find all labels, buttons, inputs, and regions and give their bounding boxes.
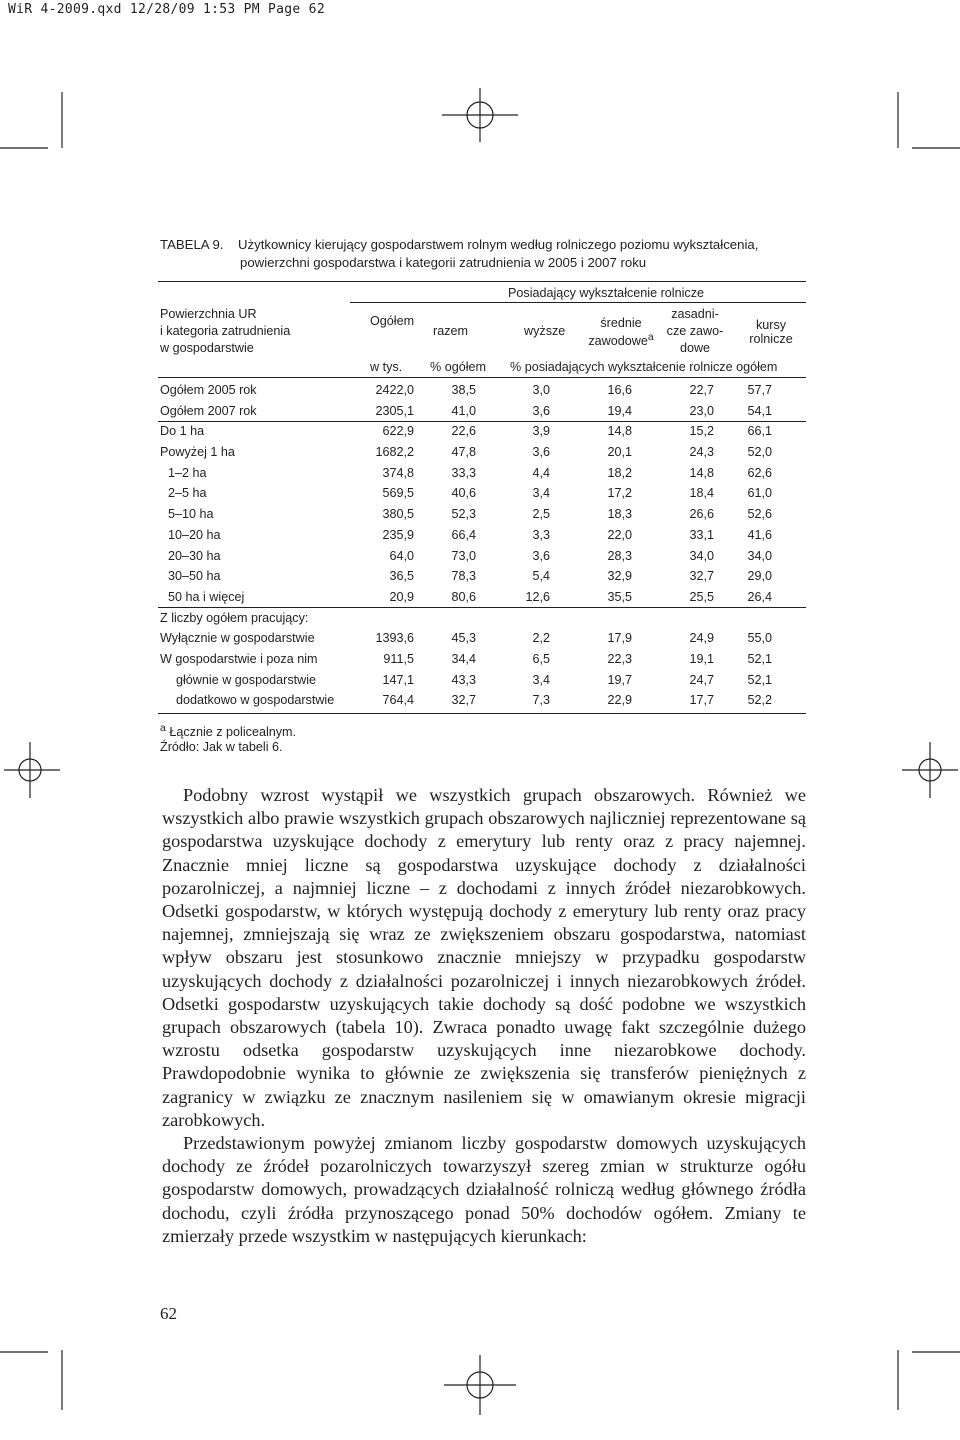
table-cell: 40,6 xyxy=(451,486,476,501)
table-cell: 1682,2 xyxy=(375,445,414,460)
print-slug: WiR 4-2009.qxd 12/28/09 1:53 PM Page 62 xyxy=(8,2,325,17)
table-cell: 5,4 xyxy=(532,569,550,584)
col-zasad-line2: cze zawo- xyxy=(666,324,724,338)
table-cell: 52,1 xyxy=(747,672,772,687)
col-kursy-line1: kursy xyxy=(755,318,787,332)
col-zasadnicze xyxy=(660,306,730,357)
col-kursy xyxy=(740,318,802,346)
table-cell: 18,2 xyxy=(607,465,632,480)
table-cell: 16,6 xyxy=(607,383,632,397)
table-cell: 2,5 xyxy=(532,507,550,522)
table-cell: 24,7 xyxy=(689,672,714,687)
body-text xyxy=(162,784,806,1248)
table-cell: 52,6 xyxy=(747,507,772,522)
table-cell: 52,3 xyxy=(451,507,476,522)
row-label: Powyżej 1 ha xyxy=(160,445,235,460)
row-label: Do 1 ha xyxy=(160,424,205,439)
footnote-text: Łącznie z policealnym. xyxy=(169,725,297,740)
stub-header-line: Powierzchnia UR xyxy=(160,307,257,321)
table-cell: 2305,1 xyxy=(375,403,414,418)
table-cell: 23,0 xyxy=(689,403,714,418)
table-cell: 34,4 xyxy=(451,651,476,666)
table-cell: 28,3 xyxy=(607,548,632,563)
table-bottom-rule xyxy=(158,713,806,714)
header-bottom-rule xyxy=(158,377,806,378)
table-cell: 235,9 xyxy=(382,527,414,542)
table-cell: 17,2 xyxy=(607,486,632,501)
table-cell: 22,9 xyxy=(607,693,632,708)
table-cell: 64,0 xyxy=(389,548,414,563)
row-label: 50 ha i więcej xyxy=(168,589,245,604)
table-cell: 15,2 xyxy=(689,424,714,439)
table-cell: 57,7 xyxy=(747,383,772,397)
table-cell: 622,9 xyxy=(382,424,414,439)
footnote-marker: a xyxy=(160,722,166,734)
table-cell: 3,0 xyxy=(532,383,550,397)
table-cell: 3,3 xyxy=(532,527,550,542)
source-note: Źródło: Jak w tabeli 6. xyxy=(160,740,283,754)
row-label: 1–2 ha xyxy=(168,465,207,480)
caption-line-1: Użytkownicy kierujący gospodarstwem rolnym według rolniczego poziomu wykształcenia, xyxy=(238,237,759,252)
table-row xyxy=(158,380,806,401)
table-cell: 2,2 xyxy=(532,631,550,646)
table-cell: 36,5 xyxy=(389,569,414,584)
table-cell: 73,0 xyxy=(451,548,476,563)
table-row xyxy=(158,421,806,442)
table-cell: 2422,0 xyxy=(375,383,414,397)
row-label: głównie w gospodarstwie xyxy=(176,672,317,687)
table-cell: 911,5 xyxy=(383,651,414,666)
table-row xyxy=(158,628,806,649)
table-cell: 26,4 xyxy=(747,589,772,604)
table-row xyxy=(158,442,806,463)
table-label: TABELA 9. xyxy=(160,237,224,252)
table-cell: 4,4 xyxy=(532,465,550,480)
row-label: 20–30 ha xyxy=(168,548,221,563)
col-razem: razem xyxy=(433,324,468,338)
table-cell: 33,3 xyxy=(451,465,476,480)
table-cell: 62,6 xyxy=(747,465,772,480)
col-wyzsze: wyższe xyxy=(524,324,566,338)
table-cell: 41,0 xyxy=(451,403,476,418)
table-cell: 43,3 xyxy=(451,672,476,687)
table-cell: 33,1 xyxy=(689,527,714,542)
col-zasad-line3: dowe xyxy=(679,341,711,355)
table-cell: 26,6 xyxy=(689,507,714,522)
row-label: 2–5 ha xyxy=(168,486,207,501)
stub-header-line: w gospodarstwie xyxy=(160,341,254,355)
table-cell: 3,6 xyxy=(532,548,550,563)
table-row xyxy=(158,463,806,484)
col-ogolem: Ogółem xyxy=(370,314,415,328)
paragraph: Przedstawionym powyżej zmianom liczby gospodarstw domowych uzyskujących dochody ze źródeł pozarolniczych towarzyszył szereg zmian w strukturze ogółu gospodarstw domowych, prowadzących działalność rolniczą według głównego źródła dochodu, czyli źródła przynoszącego ponad 50% dochodów ogółem. Zmiany te zmierzały przede wszystkim w następujących kierunkach: xyxy=(162,1133,806,1246)
table-row xyxy=(158,587,806,608)
unit-pct-ogolem: % ogółem xyxy=(430,360,487,374)
table-cell: 47,8 xyxy=(451,445,476,460)
col-zasad-line1: zasadni- xyxy=(671,307,719,321)
table-cell: 3,4 xyxy=(532,486,550,501)
table-cell: 80,6 xyxy=(451,589,476,604)
table-cell: 18,4 xyxy=(689,486,714,501)
table-row xyxy=(158,670,806,691)
table-cell: 32,7 xyxy=(451,693,476,708)
table-cell: 38,5 xyxy=(451,383,476,397)
page-number: 62 xyxy=(160,1304,177,1323)
table-cell: 45,3 xyxy=(451,631,476,646)
unit-tys: w tys. xyxy=(370,360,403,374)
table-row xyxy=(158,546,806,567)
col-srednie-line2: zawodowe xyxy=(588,334,648,349)
table-cell: 374,8 xyxy=(382,465,414,480)
table-cell: 22,0 xyxy=(607,527,632,542)
table-cell: 3,6 xyxy=(532,445,550,460)
row-label: Ogółem 2005 rok xyxy=(160,383,257,397)
group-header: Posiadający wykształcenie rolnicze xyxy=(508,286,704,300)
table-cell: 7,3 xyxy=(532,693,550,708)
table-cell: 20,1 xyxy=(607,445,632,460)
table-cell: 18,3 xyxy=(607,507,632,522)
table-cell: 35,5 xyxy=(607,589,632,604)
table-cell: 569,5 xyxy=(382,486,414,501)
table-cell: 32,9 xyxy=(607,569,632,584)
table-cell: 22,3 xyxy=(607,651,632,666)
table-cell: 24,9 xyxy=(689,631,714,646)
row-label: Wyłącznie w gospodarstwie xyxy=(160,631,315,646)
row-label: Ogółem 2007 rok xyxy=(160,403,257,418)
col-kursy-line2: rolnicze xyxy=(749,332,793,346)
table-row xyxy=(158,504,806,525)
table-row xyxy=(158,525,806,546)
table-cell: 66,4 xyxy=(451,527,476,542)
footnote xyxy=(160,722,296,739)
table-cell: 34,0 xyxy=(689,548,714,563)
table-row xyxy=(158,566,806,587)
stub-header-line: i kategoria zatrudnienia xyxy=(160,324,291,338)
table-cell: 24,3 xyxy=(689,445,714,460)
row-label: 10–20 ha xyxy=(168,527,221,542)
table-cell: 380,5 xyxy=(382,507,414,522)
table-header xyxy=(158,280,806,377)
table-cell: 22,6 xyxy=(451,424,476,439)
table-cell: 66,1 xyxy=(747,424,772,439)
row-label: 30–50 ha xyxy=(168,569,221,584)
table-cell: 29,0 xyxy=(747,569,772,584)
rule-after-50ha xyxy=(158,607,806,608)
table-row xyxy=(158,649,806,670)
col-srednie-line1: średnie xyxy=(600,316,642,330)
table-cell: 147,1 xyxy=(382,672,414,687)
table-cell: 14,8 xyxy=(689,465,714,480)
table-cell: 3,9 xyxy=(532,424,550,439)
table-cell: 25,5 xyxy=(689,589,714,604)
row-label: W gospodarstwie i poza nim xyxy=(160,651,318,666)
col-srednie xyxy=(586,316,656,348)
table-row xyxy=(158,608,806,629)
table-cell: 19,7 xyxy=(607,672,632,687)
table-cell: 20,9 xyxy=(389,589,414,604)
table-cell: 52,0 xyxy=(747,445,772,460)
table-cell: 78,3 xyxy=(451,569,476,584)
table-body xyxy=(158,380,806,711)
table-row xyxy=(158,690,806,711)
table-cell: 41,6 xyxy=(747,527,772,542)
paragraph: Podobny wzrost wystąpił we wszystkich grupach obszarowych. Również we wszystkich albo prawie wszystkich grupach obszarowych najliczniej reprezentowane są gospodarstwa uzyskujące dochody z emerytury lub renty oraz z pracy najemnej. Znacznie mniej liczne są gospodarstwa uzyskujące dochody z działalności pozarolniczej, a najmniej liczne – z dochodami z innych źródeł niezarobkowych. Odsetki gospodarstw, w których występują dochody z emerytury lub renty oraz pracy najemnej, zmniejszają się wraz ze zwiększeniem obszaru gospodarstwa, natomiast wpływ obszaru jest stosunkowo znacznie mniejszy w przypadku gospodarstw uzyskujących dochody z działalności pozarolniczej i innych niezarobkowych źródeł. Odsetki gospodarstw uzyskujących takie dochody są dość podobne we wszystkich grupach obszarowych (tabela 10). Zwraca ponadto uwagę fakt szczególnie dużego wzrostu odsetka gospodarstw uzyskujących inne niezarobkowe dochody. Prawdopodobnie wynika to głównie ze zwiększenia się transferów pieniężnych z zagranicy w związku ze znacznym nasileniem się w omawianym okresie migracji zarobkowych. xyxy=(162,785,806,1130)
table-cell: 55,0 xyxy=(747,631,772,646)
table-cell: 52,2 xyxy=(747,693,772,708)
table-cell: 32,7 xyxy=(689,569,714,584)
table-cell: 3,6 xyxy=(532,403,550,418)
table-cell: 14,8 xyxy=(607,424,632,439)
unit-pct-posiadajacych: % posiadających wykształcenie rolnicze ogółem xyxy=(510,360,778,374)
footnote-marker: a xyxy=(647,331,654,343)
table-cell: 17,9 xyxy=(607,631,632,646)
group-rule xyxy=(350,302,806,303)
stub-header xyxy=(160,306,290,357)
table-cell: 3,4 xyxy=(532,672,550,687)
table-cell: 6,5 xyxy=(532,651,550,666)
rule-after-2007 xyxy=(158,421,806,422)
table-row xyxy=(158,483,806,504)
row-label: 5–10 ha xyxy=(168,507,214,522)
table-cell: 22,7 xyxy=(689,383,714,397)
table-cell: 54,1 xyxy=(747,403,772,418)
table-cell: 34,0 xyxy=(747,548,772,563)
table-cell: 1393,6 xyxy=(375,631,414,646)
table-caption xyxy=(160,236,806,272)
table-cell: 17,7 xyxy=(689,693,714,708)
table-cell: 61,0 xyxy=(747,486,772,501)
row-label: dodatkowo w gospodarstwie xyxy=(176,693,335,708)
table-cell: 52,1 xyxy=(747,651,772,666)
table-row xyxy=(158,401,806,422)
table-cell: 19,4 xyxy=(607,403,632,418)
caption-line-2: powierzchni gospodarstwa i kategorii zatrudnienia w 2005 i 2007 roku xyxy=(240,255,647,270)
table-cell: 764,4 xyxy=(382,693,414,708)
table-cell: 12,6 xyxy=(525,589,550,604)
row-label: Z liczby ogółem pracujący: xyxy=(160,610,309,625)
table-cell: 19,1 xyxy=(689,651,714,666)
